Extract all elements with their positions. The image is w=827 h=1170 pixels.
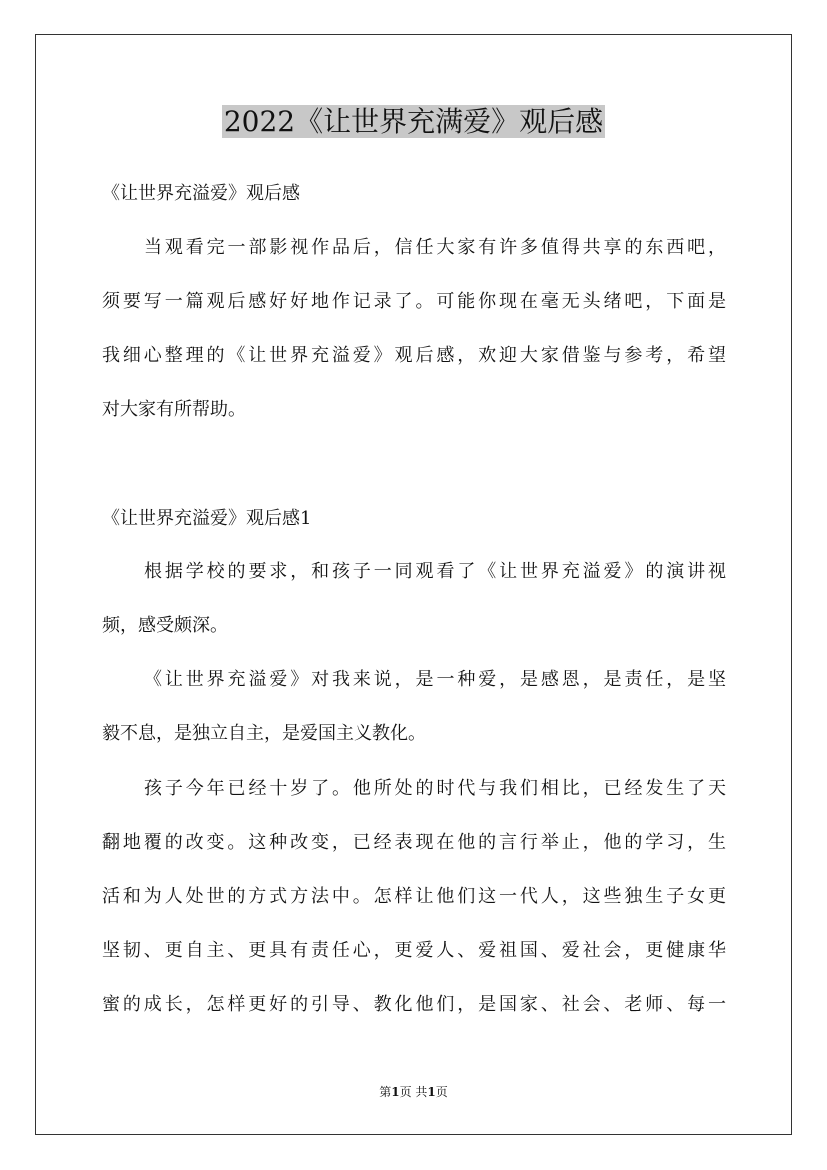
paragraph-line: 蜜的成长，怎样更好的引导、教化他们，是国家、社会、老师、每一 [102,994,726,1015]
paragraph-line: 坚韧、更自主、更具有责任心，更爱人、爱祖国、爱社会，更健康华 [102,940,726,961]
footer-page-suffix: 页 [435,1085,448,1099]
intro-heading: 《让世界充溢爱》观后感 [102,183,300,204]
footer-page-total: 1 [427,1085,436,1099]
paragraph-line: 活和为人处世的方式方法中。怎样让他们这一代人，这些独生子女更 [102,886,726,907]
paragraph-line: 毅不息，是独立自主，是爱国主义教化。 [102,723,426,744]
paragraph-line: 根据学校的要求，和孩子一同观看了《让世界充溢爱》的演讲视 [144,561,726,582]
paragraph-line: 频，感受颇深。 [102,615,228,636]
intro-paragraph [102,221,726,437]
footer-page-number: 1 [391,1085,400,1099]
document-title-text: 2022《让世界充满爱》观后感 [223,105,604,138]
paragraph-line: 对大家有所帮助。 [102,399,246,420]
footer-page-mid: 页 共 [399,1085,428,1099]
section1-paragraph-1 [102,545,726,653]
paragraph-line: 翻地覆的改变。这种改变，已经表现在他的言行举止，他的学习，生 [102,832,726,853]
paragraph-line: 孩子今年已经十岁了。他所处的时代与我们相比，已经发生了天 [144,778,726,799]
footer-page-prefix: 第 [379,1085,392,1099]
section1-heading: 《让世界充溢爱》观后感1 [102,508,312,529]
page-footer [0,1083,827,1101]
section1-paragraph-3 [102,762,726,1032]
section1-paragraph-2 [102,653,726,761]
paragraph-line: 我细心整理的《让世界充溢爱》观后感，欢迎大家借鉴与参考，希望 [102,345,726,366]
document-title [0,100,827,144]
paragraph-line: 须要写一篇观后感好好地作记录了。可能你现在毫无头绪吧，下面是 [102,291,726,312]
paragraph-line: 《让世界充溢爱》对我来说，是一种爱，是感恩，是责任，是坚 [144,669,726,690]
paragraph-line: 当观看完一部影视作品后，信任大家有许多值得共享的东西吧， [144,237,726,258]
